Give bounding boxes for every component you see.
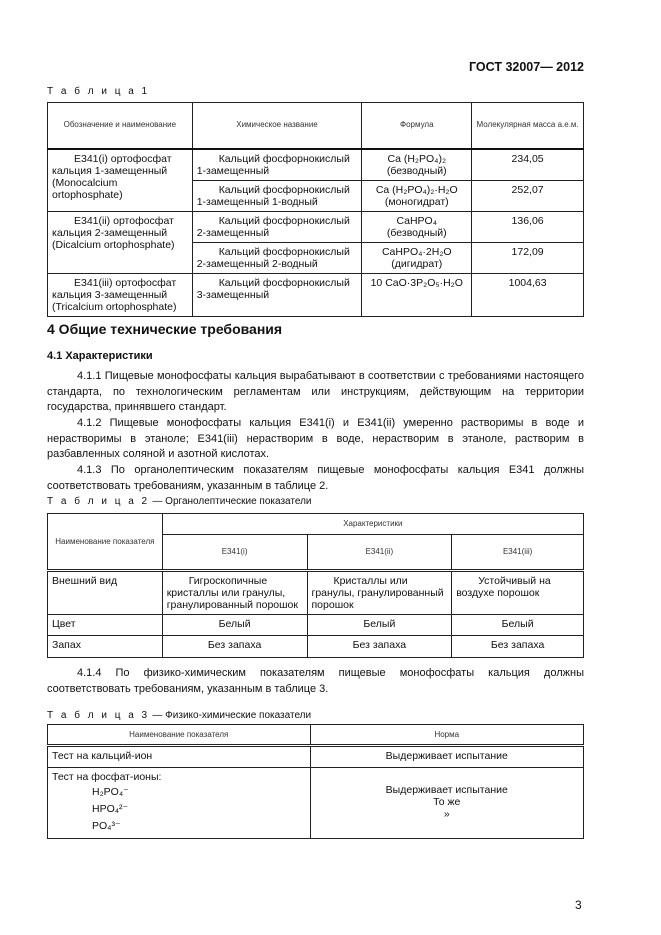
t1-mass: 172,09 <box>472 242 584 273</box>
t1-chem-name: Кальций фосфорнокислый 3-замещенный <box>192 273 362 316</box>
t2-cell: Гигроскопичные кристаллы или гранулы, гранулированный порошок <box>162 571 307 615</box>
table1 <box>47 102 584 317</box>
t2-row-name: Внешний вид <box>48 571 163 615</box>
t1-designation: E341(iii) ортофосфат кальция 3-замещенный (Tricalcium ortophosphate) <box>48 273 193 316</box>
t2-header-name: Наименование показателя <box>48 514 163 571</box>
t2-row-name: Цвет <box>48 615 163 636</box>
t1-mass: 136,06 <box>472 211 584 242</box>
t2-cell: Без запаха <box>162 636 307 658</box>
t2-header-group: Характеристики <box>162 514 583 535</box>
section-title: 4 Общие технические требования <box>47 321 283 337</box>
t2-header-col: E341(i) <box>162 535 307 571</box>
table2 <box>47 513 584 658</box>
paragraph-4-1-4: 4.1.4 По физико-химическим показателям пищевые монофосфаты кальция должны соответствовать требованиям, указанным в таблице 3. <box>47 667 584 695</box>
table3 <box>47 724 584 839</box>
t2-cell: Кристаллы или гранулы, гранулированный порошок <box>307 571 452 615</box>
t2-header-col: E341(ii) <box>307 535 452 571</box>
t1-chem-name: Кальций фосфорнокислый 1-замещенный <box>192 149 362 181</box>
t3-norm: Выдерживает испытание <box>310 746 583 768</box>
t3-row-name: Тест на фосфат-ионы: H₂PO₄⁻ HPO₄²⁻ PO₄³⁻ <box>48 768 311 839</box>
t2-cell: Белый <box>307 615 452 636</box>
paragraph-4-1-1: 4.1.1 Пищевые монофосфаты кальция вырабатывают в соответствии с требованиями настоящего стандарта, по технологическим регламентам или инструкциям, действующим на территории государства, принявшего стандарт. <box>47 370 584 414</box>
t1-designation: E341(ii) ортофосфат кальция 2-замещенный (Dicalcium ortophosphate) <box>48 211 193 273</box>
table3-caption: Т а б л и ц а 3 — Физико-химические показатели <box>47 710 312 721</box>
page-number: 3 <box>575 898 582 912</box>
subsection-title: 4.1 Характеристики <box>47 350 153 362</box>
table1-caption: Т а б л и ц а 1 <box>47 86 150 97</box>
t3-norm: Выдерживает испытание То же » <box>310 768 583 839</box>
t3-header: Норма <box>310 725 583 746</box>
t2-cell: Устойчивый на воздухе порошок <box>452 571 584 615</box>
t1-mass: 1004,63 <box>472 273 584 316</box>
ion: H₂PO₄⁻ <box>92 786 129 798</box>
t2-cell: Без запаха <box>307 636 452 658</box>
t1-mass: 234,05 <box>472 149 584 181</box>
t1-formula: Ca (H₂PO₄)₂·H₂O (моногидрат) <box>362 180 472 211</box>
t2-cell: Белый <box>162 615 307 636</box>
t1-designation: E341(i) ортофосфат кальция 1-замещенный (Monocalcium ortophosphate) <box>48 149 193 212</box>
t3-header: Наименование показателя <box>48 725 311 746</box>
ion: PO₄³⁻ <box>92 820 121 832</box>
t2-cell: Без запаха <box>452 636 584 658</box>
table2-caption: Т а б л и ц а 2 — Органолептические показатели <box>47 496 312 507</box>
t1-header: Химическое название <box>192 103 362 149</box>
ion: HPO₄²⁻ <box>92 803 129 815</box>
t1-formula: CaHPO₄·2H₂O (дигидрат) <box>362 242 472 273</box>
t3-row-name: Тест на кальций-ион <box>48 746 311 768</box>
t2-cell: Белый <box>452 615 584 636</box>
t1-chem-name: Кальций фосфорнокислый 2-замещенный <box>192 211 362 242</box>
t1-formula: CaHPO₄ (безводный) <box>362 211 472 242</box>
t1-chem-name: Кальций фосфорнокислый 1-замещенный 1-водный <box>192 180 362 211</box>
t2-row-name: Запах <box>48 636 163 658</box>
document-id: ГОСТ 32007— 2012 <box>468 60 584 74</box>
t1-mass: 252,07 <box>472 180 584 211</box>
t1-header: Обозначение и наименование <box>48 103 193 149</box>
t1-chem-name: Кальций фосфорнокислый 2-замещенный 2-водный <box>192 242 362 273</box>
paragraph-4-1-3: 4.1.3 По органолептическим показателям пищевые монофосфаты кальция Е341 должны соответствовать требованиям, указанным в таблице 2. <box>47 464 584 492</box>
paragraph-4-1-2: 4.1.2 Пищевые монофосфаты кальция Е341(i) и Е341(ii) умеренно растворимы в воде и нерастворимы в этаноле; Е341(iii) нерастворим в воде, нерастворим в этаноле, растворим в разбавленных соляной и азотной кислотах. <box>47 417 584 461</box>
t1-formula: 10 CaO·3P₂O₅·H₂O <box>362 273 472 316</box>
t2-header-col: E341(iii) <box>452 535 584 571</box>
t1-formula: Ca (H₂PO₄)₂ (безводный) <box>362 149 472 181</box>
t1-header: Молекулярная масса а.е.м. <box>472 103 584 149</box>
t1-header: Формула <box>362 103 472 149</box>
